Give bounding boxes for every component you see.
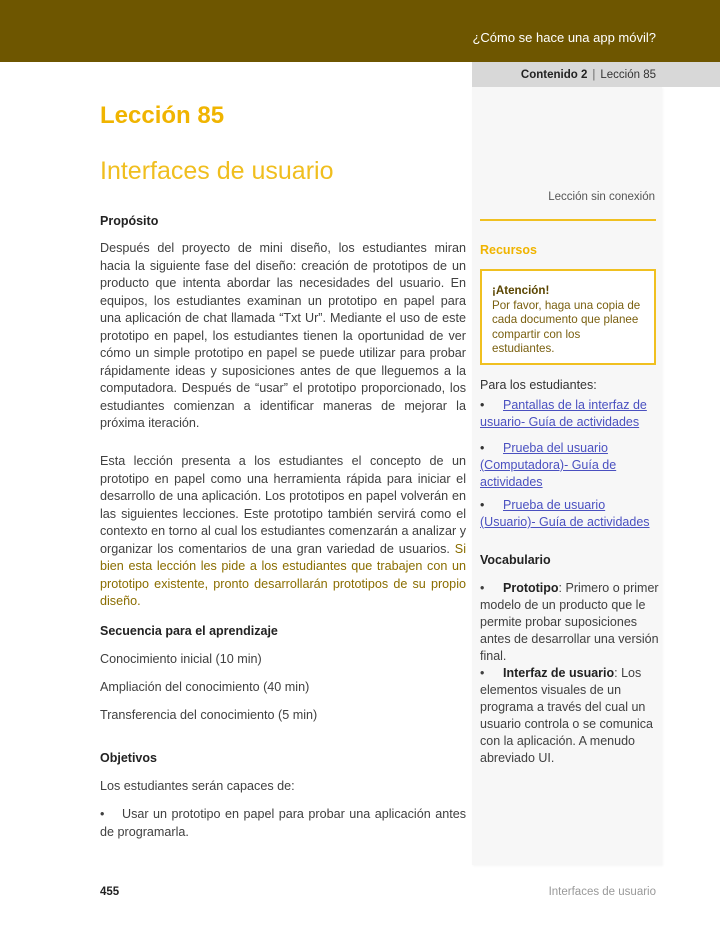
purpose-heading: Propósito xyxy=(100,214,159,228)
breadcrumb xyxy=(472,62,720,87)
attention-body: Por favor, haga una copia de cada documento que planee compartir con los estudiantes. xyxy=(492,298,641,355)
vocabulary-item xyxy=(480,580,660,665)
bullet-icon: • xyxy=(480,398,485,412)
lesson-number: Lección 85 xyxy=(100,102,225,129)
objectives-intro: Los estudiantes serán capaces de: xyxy=(100,779,295,793)
running-title: Interfaces de usuario xyxy=(548,886,656,898)
header-band xyxy=(0,0,720,62)
bullet-icon: • xyxy=(480,581,485,595)
attention-callout xyxy=(480,269,656,365)
course-title: ¿Cómo se hace una app móvil? xyxy=(472,30,656,45)
students-label: Para los estudiantes: xyxy=(480,378,597,392)
breadcrumb-separator: | xyxy=(592,68,596,81)
offline-lesson-label: Lección sin conexión xyxy=(548,191,655,203)
resource-link-user-test-user[interactable]: Prueba de usuario (Usuario)- Guía de actividades xyxy=(480,498,650,529)
vocabulary-definition: : Los elementos visuales de un programa a través del cual un usuario controla o se comunica con la aplicación. A menudo abreviado UI. xyxy=(480,666,654,765)
page-number: 455 xyxy=(100,886,120,898)
lesson-title: Interfaces de usuario xyxy=(100,157,334,185)
resource-item xyxy=(480,397,660,431)
purpose-paragraph-2-text: Esta lección presenta a los estudiantes el concepto de un prototipo en papel como una herramienta rápida para iniciar el desarrollo de una aplicación. Los prototipos en papel volverán en las siguientes lecciones. Este prototipo también servirá como el contexto en torno al cual los estudiantes comenzarán a analizar y organizar los comentarios de una gran variedad de usuarios. xyxy=(100,454,466,556)
vocabulary-item xyxy=(480,665,660,767)
attention-title: ¡Atención! xyxy=(492,284,550,297)
sequence-heading: Secuencia para el aprendizaje xyxy=(100,624,278,638)
objectives-heading: Objetivos xyxy=(100,751,157,765)
purpose-paragraph-2-highlight: Si bien esta lección les pide a los estudiantes que trabajen con un prototipo existente, pronto desarrollarán prototipos de su propio diseño. xyxy=(100,541,466,608)
objective-item xyxy=(100,806,466,841)
objective-text: Usar un prototipo en papel para probar una aplicación antes de programarla. xyxy=(100,807,466,839)
bullet-icon: • xyxy=(100,807,105,821)
divider xyxy=(480,219,656,221)
sequence-item: Conocimiento inicial (10 min) xyxy=(100,652,262,666)
bullet-icon: • xyxy=(480,441,485,455)
resource-item xyxy=(480,440,630,491)
purpose-paragraph-1: Después del proyecto de mini diseño, los estudiantes miran hacia la siguiente fase del diseño: creación de prototipos de un producto que intenta abordar las necesidades del usuario. En equipos, los estudiantes examinan un prototipo en papel para una aplicación de chat llamada “Txt Ur”. Mediante el uso de este prototipo en papel, los estudiantes tienen la oportunidad de ver cómo un simple prototipo en papel se puede utilizar para probar rápidamente ideas y suposiciones antes de que lleguemos a la computadora. Después de “usar” el prototipo proporcionado, los estudiantes comienzan a identificar maneras de mejorar la próxima iteración. xyxy=(100,241,466,430)
resources-heading: Recursos xyxy=(480,243,537,257)
resource-item xyxy=(480,497,660,531)
bullet-icon: • xyxy=(480,666,485,680)
bullet-icon: • xyxy=(480,498,485,512)
vocabulary-term: Interfaz de usuario xyxy=(503,666,615,680)
vocabulary-list xyxy=(480,580,660,767)
sequence-item: Transferencia del conocimiento (5 min) xyxy=(100,708,318,722)
breadcrumb-lesson: Lección 85 xyxy=(600,68,656,81)
vocabulary-term: Prototipo xyxy=(503,581,559,595)
resource-link-user-test-computer[interactable]: Prueba del usuario (Computadora)- Guía de actividades xyxy=(480,441,617,489)
breadcrumb-content: Contenido 2 xyxy=(520,68,588,81)
resource-link-ui-screens[interactable]: Pantallas de la interfaz de usuario- Guía de actividades xyxy=(480,398,647,429)
sequence-item: Ampliación del conocimiento (40 min) xyxy=(100,680,310,694)
vocabulary-definition: : Primero o primer modelo de un producto que le permite probar suposiciones antes de desarrollar una versión final. xyxy=(480,581,659,663)
vocabulary-heading: Vocabulario xyxy=(480,553,551,567)
purpose-paragraph-2 xyxy=(100,453,466,611)
